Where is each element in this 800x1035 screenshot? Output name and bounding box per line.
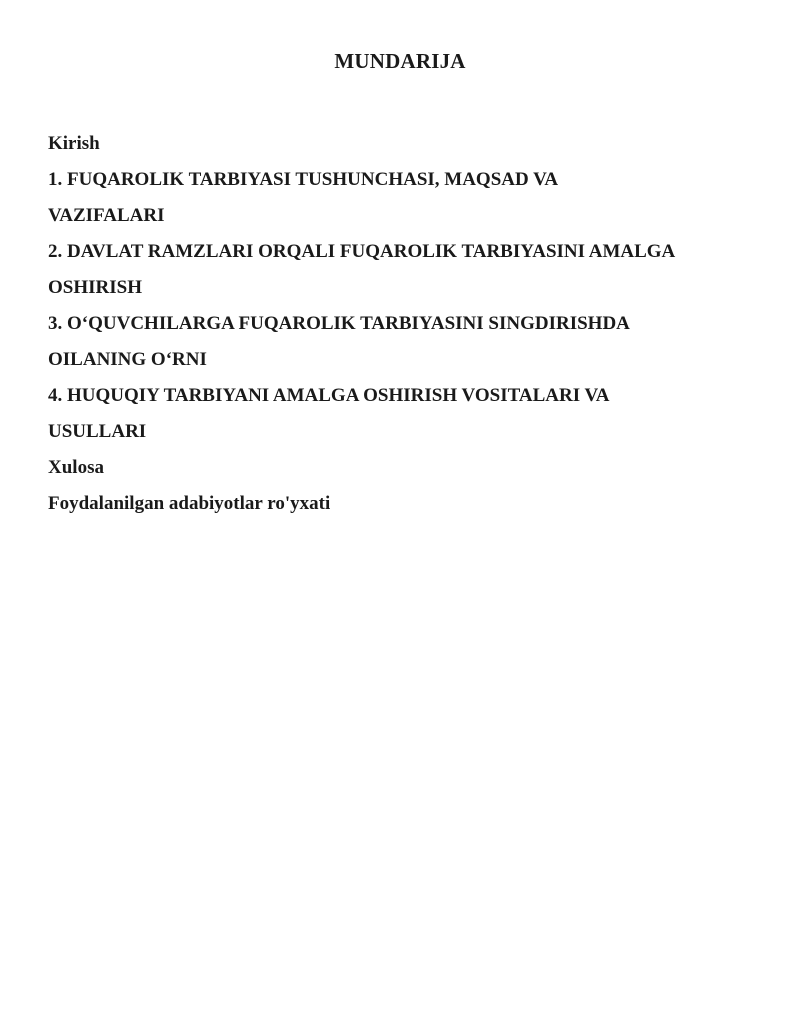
toc-entry-chapter-4-line-2: USULLARI xyxy=(48,421,147,442)
toc-entry-chapter-3-line-2: OILANING O‘RNI xyxy=(48,349,207,370)
toc-entry-chapter-3-line-1: 3. O‘QUVCHILARGA FUQAROLIK TARBIYASINI SINGDIRISHDA xyxy=(48,313,630,334)
toc-entry-chapter-2-line-2: OSHIRISH xyxy=(48,277,142,298)
toc-entry-chapter-1-line-2: VAZIFALARI xyxy=(48,205,165,226)
toc-entry-references: Foydalanilgan adabiyotlar ro'yxati xyxy=(48,493,331,514)
toc-entry-chapter-2-line-1: 2. DAVLAT RAMZLARI ORQALI FUQAROLIK TARBIYASINI AMALGA xyxy=(48,241,676,262)
toc-entry-introduction: Kirish xyxy=(48,133,100,154)
toc-entry-chapter-1-line-1: 1. FUQAROLIK TARBIYASI TUSHUNCHASI, MAQSAD VA xyxy=(48,169,559,190)
table-of-contents xyxy=(48,126,758,522)
toc-entry-chapter-4-line-1: 4. HUQUQIY TARBIYANI AMALGA OSHIRISH VOSITALARI VA xyxy=(48,385,610,406)
page-title: MUNDARIJA xyxy=(334,49,466,73)
toc-entry-conclusion: Xulosa xyxy=(48,457,104,478)
